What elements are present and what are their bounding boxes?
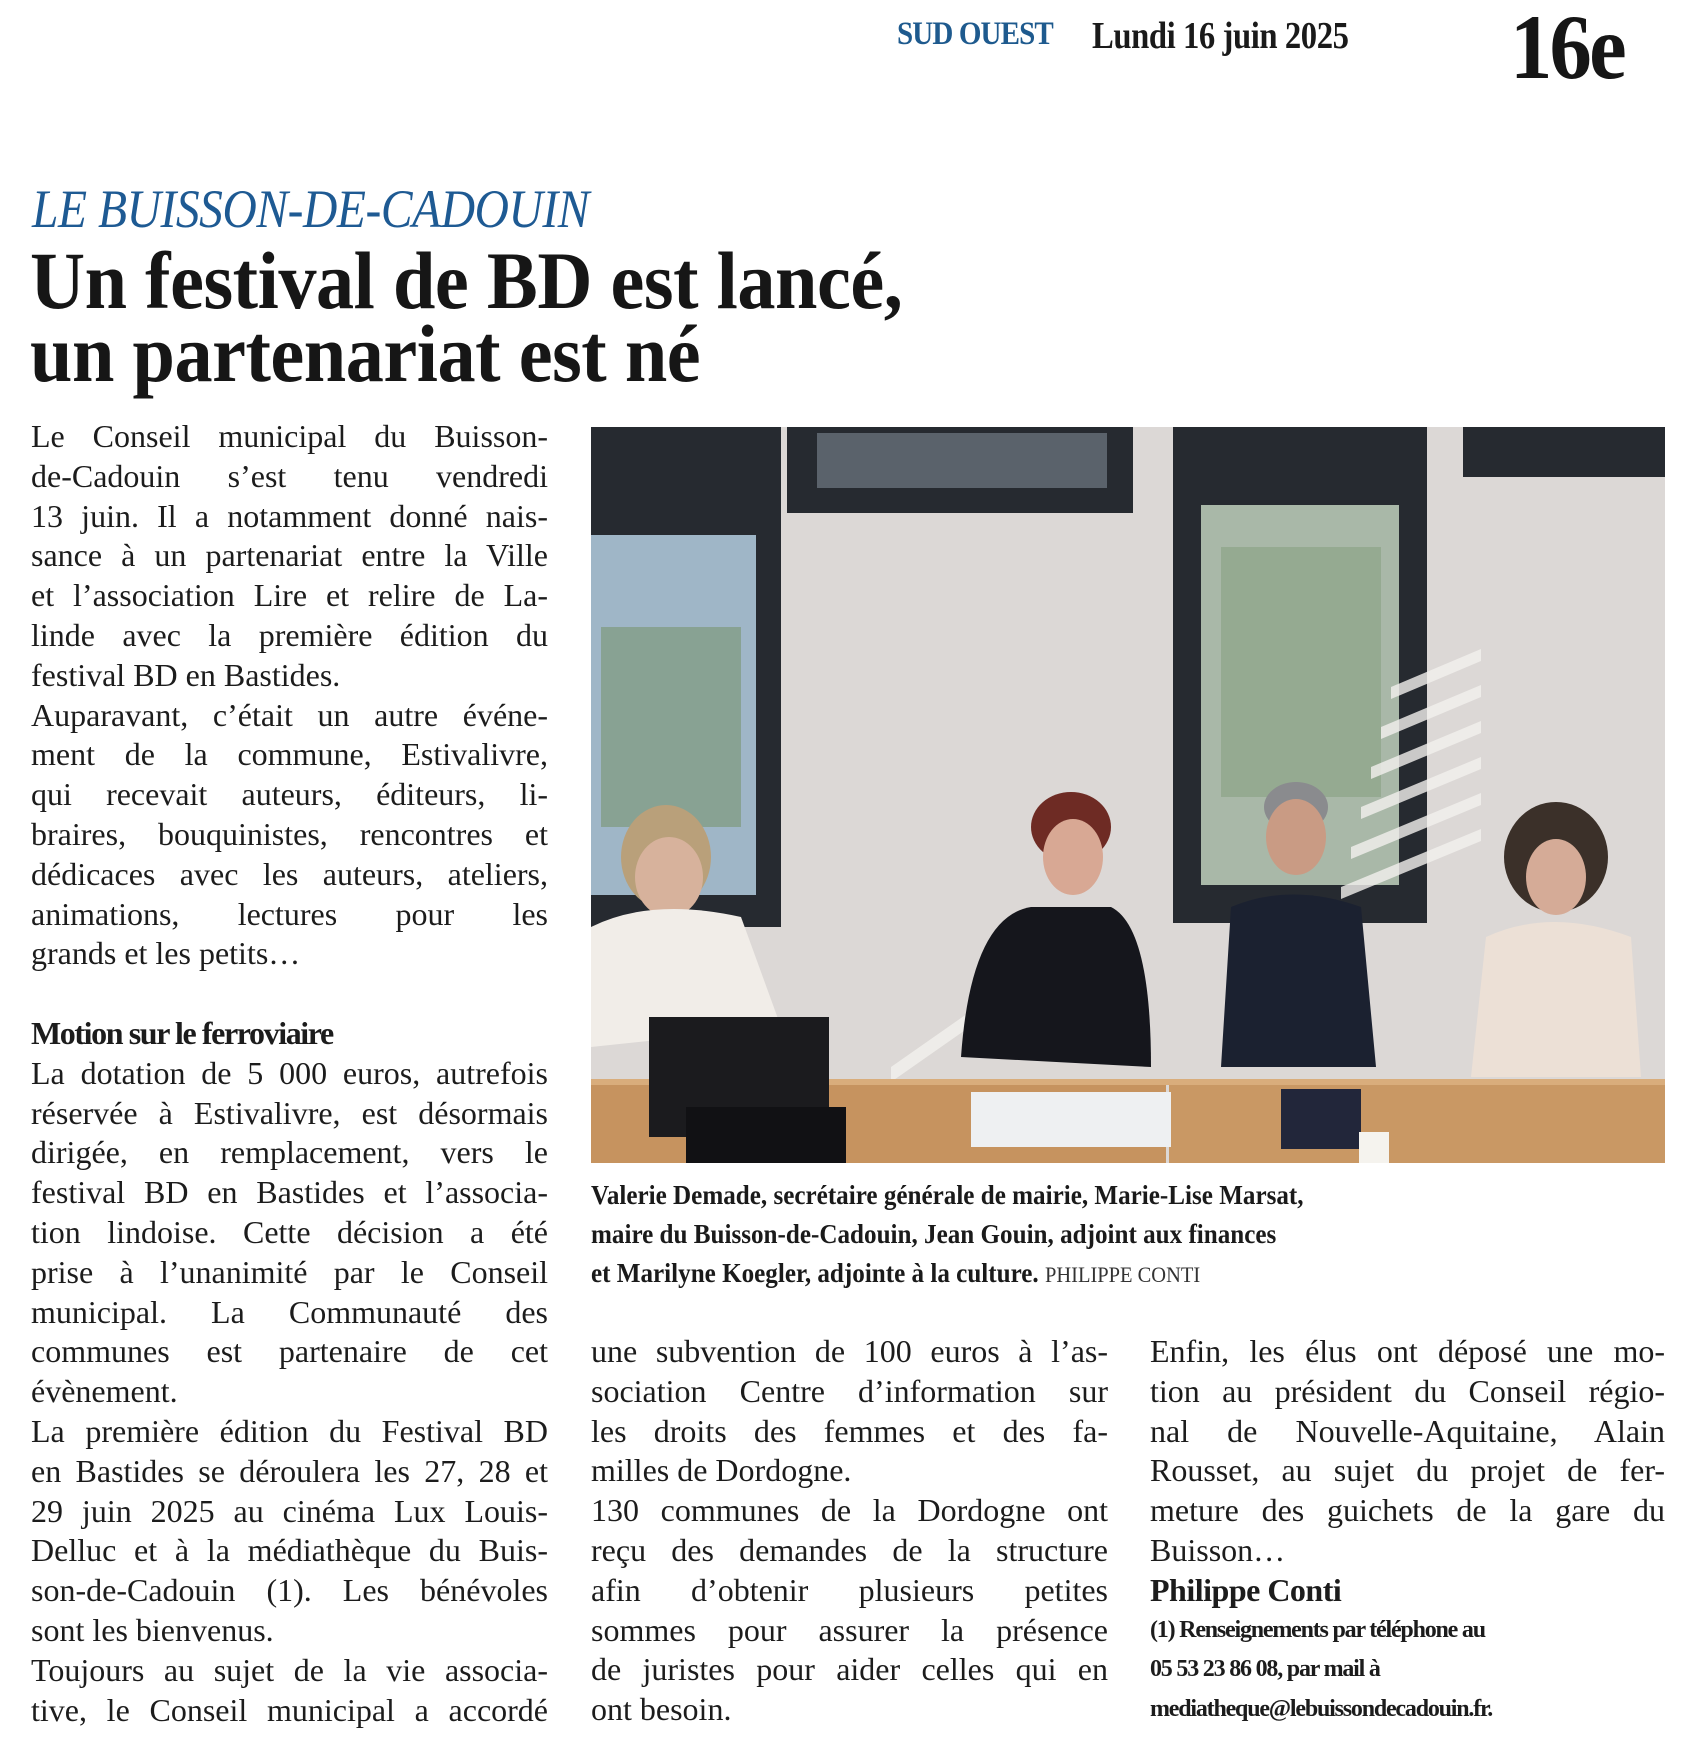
masthead-date: Lundi 16 juin 2025 <box>1092 15 1349 57</box>
body-line: animations, lectures pour les <box>31 895 548 932</box>
body-line: La dotation de 5 000 euros, autrefois <box>31 1054 548 1091</box>
body-line: reçu des demandes de la structure <box>591 1531 1108 1568</box>
body-line: Delluc et à la médiathèque du Buis- <box>31 1532 548 1569</box>
article-kicker: LE BUISSON-DE-CADOUIN <box>32 179 589 239</box>
body-line: linde avec la première édition du <box>31 616 548 653</box>
body-line: en Bastides se déroulera les 27, 28 et <box>31 1452 548 1489</box>
caption-line-text: et Marilyne Koegler, adjointe à la culture. <box>591 1258 1039 1288</box>
body-line: une subvention de 100 euros à l’as- <box>591 1333 1108 1369</box>
body-line: Buisson… <box>1150 1531 1286 1568</box>
body-line: ont besoin. <box>591 1691 732 1728</box>
body-line: son-de-Cadouin (1). Les bénévoles <box>31 1572 548 1609</box>
body-line: évènement. <box>31 1373 178 1410</box>
body-line: prise à l’unanimité par le Conseil <box>31 1253 548 1290</box>
body-column-left <box>31 417 548 1730</box>
window-frame <box>1463 427 1665 477</box>
footnote-line: 05 53 23 86 08, par mail à <box>1150 1656 1380 1683</box>
body-line: les droits des femmes et des fa- <box>591 1412 1108 1449</box>
body-line: de juristes pour aider celles qui en <box>591 1651 1108 1688</box>
body-line: La première édition du Festival BD <box>31 1412 548 1449</box>
body-line: et l’association Lire et relire de La- <box>31 577 548 614</box>
headline-line-2: un partenariat est né <box>30 308 701 399</box>
body-line: nal de Nouvelle-Aquitaine, Alain <box>1150 1412 1665 1449</box>
body-line: réservée à Estivalivre, est désormais <box>31 1094 548 1131</box>
body-line <box>31 974 548 1014</box>
body-line: dédicaces avec les auteurs, ateliers, <box>31 855 548 892</box>
body-line: tion lindoise. Cette décision a été <box>31 1213 548 1250</box>
body-column-right <box>1150 1332 1665 1730</box>
meeting-photo-illustration <box>591 427 1665 1163</box>
body-line: Rousset, au sujet du projet de fer- <box>1150 1452 1665 1489</box>
body-line: 130 communes de la Dordogne ont <box>591 1492 1108 1529</box>
body-line: festival BD en Bastides et l’associa- <box>31 1174 548 1211</box>
caption-line: Valerie Demade, secrétaire générale de mairie, Marie-Lise Marsat, <box>591 1180 1304 1210</box>
article-photo <box>591 427 1665 1163</box>
body-line: tion au président du Conseil régio- <box>1150 1372 1665 1409</box>
caption-line <box>591 1254 1590 1294</box>
footnote-line: (1) Renseignements par téléphone au <box>1150 1616 1485 1643</box>
body-line: milles de Dordogne. <box>591 1452 852 1489</box>
footnote-line: mediatheque@lebuissondecadouin.fr. <box>1150 1696 1493 1723</box>
body-line: afin d’obtenir plusieurs petites <box>591 1571 1108 1608</box>
body-line: Le Conseil municipal du Buisson- <box>31 418 548 454</box>
edition-label: 16e <box>1510 0 1624 98</box>
body-line: qui recevait auteurs, éditeurs, li- <box>31 776 548 813</box>
body-line: festival BD en Bastides. <box>31 656 341 693</box>
body-column-middle <box>591 1332 1108 1730</box>
body-line: braires, bouquinistes, rencontres et <box>31 815 548 852</box>
body-line: dirigée, en remplacement, vers le <box>31 1134 548 1171</box>
body-line: municipal. La Communauté des <box>31 1293 548 1330</box>
body-line: Auparavant, c’était un autre événe- <box>31 696 548 733</box>
body-line: meture des guichets de la gare du <box>1150 1492 1665 1529</box>
photo-credit: PHILIPPE CONTI <box>1044 1262 1201 1287</box>
body-line: grands et les petits… <box>31 935 301 972</box>
article-byline: Philippe Conti <box>1150 1571 1342 1608</box>
caption-line: maire du Buisson-de-Cadouin, Jean Gouin, adjoint aux finances <box>591 1219 1277 1249</box>
body-line: sociation Centre d’information sur <box>591 1372 1108 1409</box>
body-line: Toujours au sujet de la vie associa- <box>31 1651 548 1688</box>
photo-caption <box>591 1176 1665 1294</box>
body-line: Enfin, les élus ont déposé une mo- <box>1150 1333 1665 1369</box>
headline-line-1: Un festival de BD est lancé, <box>30 235 903 326</box>
section-subhead: Motion sur le ferroviaire <box>31 1014 333 1051</box>
body-line: 29 juin 2025 au cinéma Lux Louis- <box>31 1492 548 1529</box>
body-line: de-Cadouin s’est tenu vendredi <box>31 457 548 494</box>
table <box>1169 1079 1665 1163</box>
body-line: 13 juin. Il a notamment donné nais- <box>31 497 548 534</box>
body-line: communes est partenaire de cet <box>31 1333 548 1370</box>
body-line: sommes pour assurer la présence <box>591 1611 1108 1648</box>
body-line: sont les bienvenus. <box>31 1611 274 1648</box>
body-line: sance à un partenariat entre la Ville <box>31 537 548 574</box>
masthead-brand: SUD OUEST <box>897 16 1053 52</box>
body-line: tive, le Conseil municipal a accordé <box>31 1691 548 1728</box>
body-line: ment de la commune, Estivalivre, <box>31 736 548 773</box>
